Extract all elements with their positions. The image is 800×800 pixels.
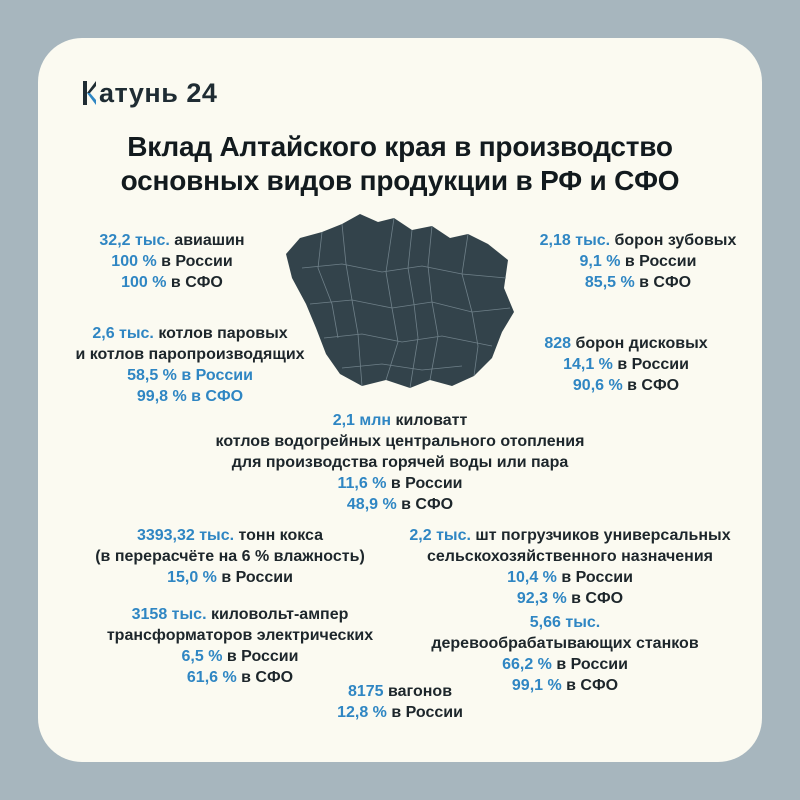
share-sfo-value: 90,6 % (572, 377, 623, 394)
share-russia: 58,5 % в России (127, 367, 253, 384)
stat-value: 8175 (347, 683, 384, 700)
stat-value: 2,18 тыс. (539, 232, 611, 249)
stat-label: борон зубовых (610, 232, 737, 249)
katun-logo-mark-icon (82, 79, 98, 107)
share-sfo-value: 99,1 % (511, 677, 562, 694)
share-sfo-label: в СФО (634, 274, 692, 291)
share-russia-value: 15,0 % (167, 569, 217, 586)
share-russia-value: 10,4 % (507, 569, 557, 586)
share-sfo-value: 61,6 % (186, 669, 237, 686)
share-russia-label: в России (551, 656, 628, 673)
page-title (60, 130, 740, 198)
share-sfo-label: в СФО (566, 590, 624, 607)
stat-value: 828 (544, 335, 572, 352)
share-russia-label: в России (386, 475, 463, 492)
stat-value: 32,2 тыс. (99, 232, 170, 249)
stat-value: 3158 тыс. (131, 606, 207, 623)
share-sfo-value: 85,5 % (584, 274, 635, 291)
share-russia-value: 12,8 % (337, 704, 387, 721)
stat-value: 2,2 тыс. (409, 527, 471, 544)
stat-value: 5,66 тыс. (529, 614, 601, 631)
share-sfo-label: в СФО (622, 377, 680, 394)
share-sfo-label: в СФО (166, 274, 223, 291)
share-russia-value: 6,5 % (181, 648, 223, 665)
share-russia-label: в России (216, 569, 293, 586)
stat-label-2: котлов водогрейных центрального отопления (215, 433, 585, 450)
stat-label-2: и котлов паропроизводящих (75, 346, 305, 363)
share-russia-label: в России (386, 704, 463, 721)
stat-kilowatt (160, 410, 640, 515)
stat-label: киловольт-ампер (206, 606, 349, 623)
share-russia-label: в России (556, 569, 633, 586)
share-russia-label: в России (156, 253, 233, 270)
stat-kotly (40, 323, 340, 407)
title-line-1: Вклад Алтайского края в производство (127, 131, 673, 162)
stat-label-2: сельскохозяйственного назначения (427, 548, 713, 565)
share-russia-value: 100 % (111, 253, 157, 270)
stat-label: вагонов (383, 683, 453, 700)
stat-borony-diskovye (516, 333, 736, 396)
share-sfo-label: в СФО (396, 496, 454, 513)
stat-label: шт погрузчиков универсальных (470, 527, 731, 544)
stat-vagony (310, 681, 490, 723)
stat-label: котлов паровых (153, 325, 288, 342)
stat-label-2: трансформаторов электрических (106, 627, 374, 644)
share-russia-label: в России (612, 356, 689, 373)
share-sfo-label: в СФО (236, 669, 294, 686)
share-sfo-value: 100 % (121, 274, 167, 291)
brand-logo (82, 76, 217, 110)
share-russia-label: в России (222, 648, 299, 665)
stat-value: 2,6 тыс. (92, 325, 154, 342)
stat-aviashin (72, 230, 272, 293)
stat-label-3: для производства горячей воды или пара (231, 454, 569, 471)
stat-label-2: (в перерасчёте на 6 % влажность) (95, 548, 365, 565)
stat-koks (60, 525, 400, 588)
share-russia-value: 66,2 % (502, 656, 552, 673)
share-sfo-value: 92,3 % (516, 590, 567, 607)
stat-value: 2,1 млн (332, 412, 392, 429)
stat-label: борон дисковых (571, 335, 708, 352)
stat-pogruzchiki (390, 525, 750, 609)
share-sfo-label: в СФО (561, 677, 619, 694)
share-sfo-value: 48,9 % (346, 496, 397, 513)
share-sfo: 99,8 % в СФО (136, 388, 244, 405)
brand-name: атунь 24 (99, 77, 218, 108)
title-line-2: основных видов продукции в РФ и СФО (120, 165, 680, 196)
stat-label-2: деревообрабатывающих станков (431, 635, 699, 652)
share-russia-value: 9,1 % (579, 253, 621, 270)
stat-transformatory (90, 604, 390, 688)
stat-borony-zubovye (518, 230, 758, 293)
share-russia-value: 14,1 % (563, 356, 613, 373)
stat-label: киловатт (391, 412, 468, 429)
share-russia-label: в России (620, 253, 697, 270)
stat-value: 3393,32 тыс. (136, 527, 235, 544)
stat-label: авиашин (169, 232, 245, 249)
share-russia-value: 11,6 % (337, 475, 387, 492)
stat-label: тонн кокса (234, 527, 324, 544)
